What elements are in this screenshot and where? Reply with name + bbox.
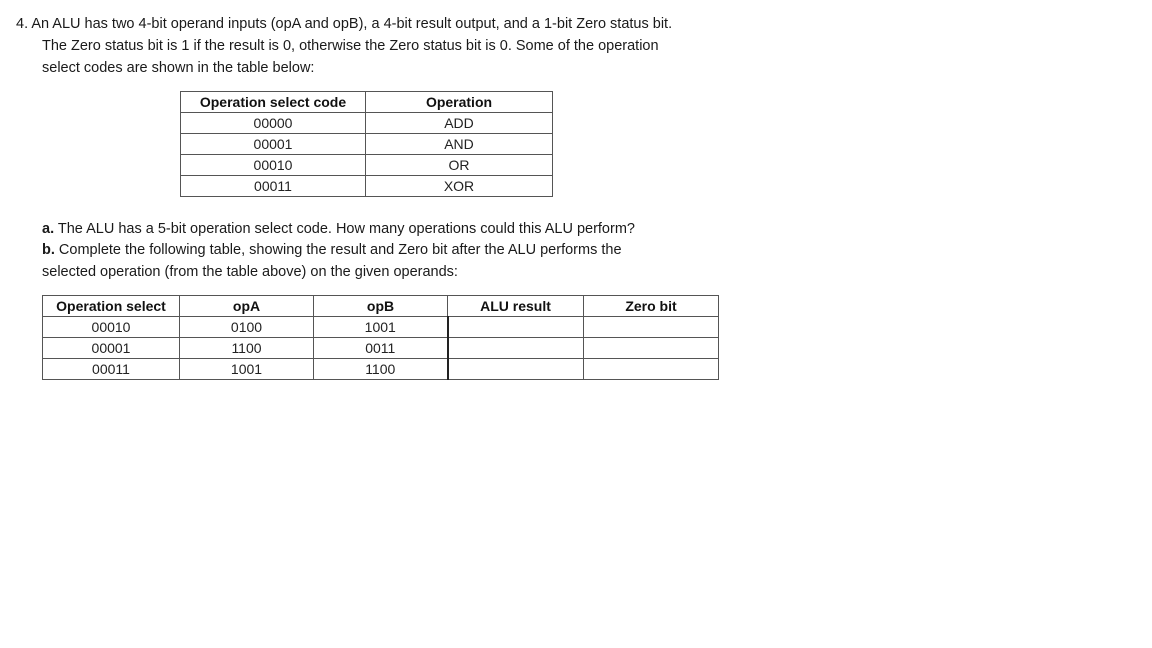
opcode-header-select-code: Operation select code [181, 92, 366, 113]
part-a [42, 219, 635, 239]
answer-table [42, 295, 719, 380]
operation-select-cell: 00001 [43, 338, 180, 359]
table-row [181, 134, 553, 155]
zero-bit-cell[interactable] [584, 359, 719, 380]
part-b-label: b. [42, 242, 55, 258]
opb-cell: 1100 [314, 359, 448, 380]
header-opa: opA [180, 296, 314, 317]
table-row [181, 113, 553, 134]
opa-cell: 0100 [180, 317, 314, 338]
table-row [43, 338, 719, 359]
header-zero-bit: Zero bit [584, 296, 719, 317]
header-opb: opB [314, 296, 448, 317]
table-row [181, 155, 553, 176]
part-a-label: a. [42, 221, 55, 237]
alu-result-cell[interactable] [448, 317, 584, 338]
opcode-table-header-row [181, 92, 553, 113]
part-b-line-1 [42, 240, 622, 260]
question-line-2: The Zero status bit is 1 if the result is 0, otherwise the Zero status bit is 0. Some of the operation [42, 38, 659, 54]
header-operation-select: Operation select [43, 296, 180, 317]
zero-bit-cell[interactable] [584, 338, 719, 359]
table-row [43, 359, 719, 380]
zero-bit-cell[interactable] [584, 317, 719, 338]
alu-result-cell[interactable] [448, 338, 584, 359]
header-alu-result: ALU result [448, 296, 584, 317]
operation-select-cell: 00011 [43, 359, 180, 380]
opa-cell: 1001 [180, 359, 314, 380]
operation-cell: OR [366, 155, 553, 176]
question-line-3: select codes are shown in the table below: [42, 60, 315, 76]
opcode-table [180, 91, 553, 197]
opcode-cell: 00011 [181, 176, 366, 197]
answer-table-header-row [43, 296, 719, 317]
opb-cell: 1001 [314, 317, 448, 338]
opb-cell: 0011 [314, 338, 448, 359]
part-a-text: The ALU has a 5-bit operation select code. How many operations could this ALU perform? [57, 221, 635, 237]
opcode-cell: 00000 [181, 113, 366, 134]
opcode-cell: 00010 [181, 155, 366, 176]
table-row [181, 176, 553, 197]
question-line-1: 4. An ALU has two 4-bit operand inputs (opA and opB), a 4-bit result output, and a 1-bit Zero status bit. [16, 16, 673, 32]
opa-cell: 1100 [180, 338, 314, 359]
operation-select-cell: 00010 [43, 317, 180, 338]
operation-cell: AND [366, 134, 553, 155]
alu-result-cell[interactable] [448, 359, 584, 380]
table-row [43, 317, 719, 338]
part-b-text-1: Complete the following table, showing the result and Zero bit after the ALU performs the [58, 242, 622, 258]
opcode-header-operation: Operation [366, 92, 553, 113]
opcode-cell: 00001 [181, 134, 366, 155]
operation-cell: XOR [366, 176, 553, 197]
part-b-line-2: selected operation (from the table above) on the given operands: [42, 264, 458, 280]
operation-cell: ADD [366, 113, 553, 134]
